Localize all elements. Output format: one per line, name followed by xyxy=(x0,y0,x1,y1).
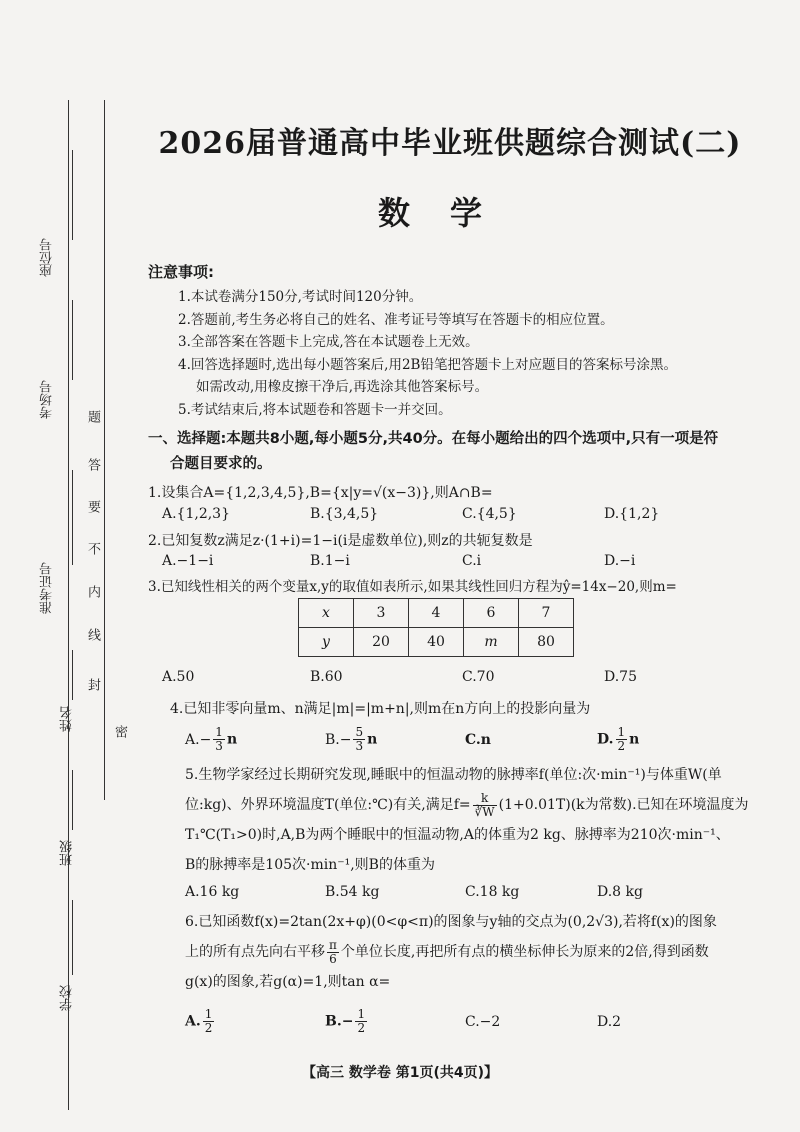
binding-line-inner xyxy=(104,100,105,800)
table-cell: 3 xyxy=(354,599,409,628)
denominator: 6 xyxy=(329,951,337,966)
denominator: ∛W xyxy=(474,804,495,819)
question-5-line xyxy=(185,790,749,820)
option-label: D. xyxy=(597,731,614,748)
table-row xyxy=(299,599,574,628)
seal-char: 不 xyxy=(85,542,100,555)
notice-item: 2.答题前,考生务必将自己的姓名、准考证号等填写在答题卡的相应位置。 xyxy=(178,311,614,328)
table-row xyxy=(299,628,574,657)
option-c: C.{4,5} xyxy=(462,506,517,522)
question-4-stem: 4.已知非零向量m、n满足|m|=|m+n|,则m在n方向上的投影向量为 xyxy=(170,701,591,717)
option-a: A.50 xyxy=(162,669,195,685)
option-b xyxy=(325,726,465,753)
notice-item: 5.考试结束后,将本试题卷和答题卡一并交回。 xyxy=(178,401,452,418)
fraction xyxy=(327,939,339,966)
name-underline xyxy=(72,650,73,700)
option-label: B. xyxy=(325,731,340,748)
option-a: A.{1,2,3} xyxy=(162,506,230,522)
school-label: 学校 xyxy=(60,985,75,1011)
option-d: D.8 kg xyxy=(597,884,643,900)
numerator: 1 xyxy=(617,725,626,739)
question-6-line: 6.已知函数f(x)=2tan(2x+φ)(0<φ<π)的图象与y轴的交点为(0,2√3),若将f(x)的图象 xyxy=(185,914,717,930)
seal-char: 题 xyxy=(85,410,100,423)
question-3-stem: 3.已知线性相关的两个变量x,y的取值如表所示,如果其线性回归方程为ŷ=14x−20,则m= xyxy=(148,579,677,595)
option-c: C.70 xyxy=(462,669,495,685)
option-b: B.1−i xyxy=(310,553,350,569)
class-underline xyxy=(72,770,73,830)
table-cell: x xyxy=(299,599,354,628)
section-heading-line: 合题目要求的。 xyxy=(170,456,272,472)
option-d: D.75 xyxy=(604,669,637,685)
denominator: 2 xyxy=(357,1021,366,1035)
seal-char: 密 xyxy=(112,725,127,738)
vector-var: n xyxy=(367,731,378,748)
table-cell: 40 xyxy=(409,628,464,657)
option-sign: − xyxy=(199,731,212,748)
question-6-line: g(x)的图象,若g(α)=1,则tan α= xyxy=(185,974,391,990)
option-c: C.i xyxy=(462,553,482,569)
option-d: D.2 xyxy=(597,1013,622,1030)
question-6 xyxy=(185,907,745,997)
option-d: D.{1,2} xyxy=(604,506,660,522)
question-2-stem: 2.已知复数z满足z·(1+i)=1−i(i是虚数单位),则z的共轭复数是 xyxy=(148,533,533,549)
denominator: 3 xyxy=(355,739,364,753)
fraction xyxy=(473,792,497,819)
option-a xyxy=(185,726,325,753)
question-5-line: T₁℃(T₁>0)时,A,B为两个睡眠中的恒温动物,A的体重为2 kg、脉搏率为210次·min⁻¹、 xyxy=(185,827,730,843)
table-cell: 80 xyxy=(519,628,574,657)
question-5-text: 位:kg)、外界环境温度T(单位:℃)有关,满足f= xyxy=(185,797,471,813)
section-heading xyxy=(148,427,748,477)
exam-title: 2026届普通高中毕业班供题综合测试(二) xyxy=(158,126,742,161)
question-4-options xyxy=(185,726,639,753)
notice-heading: 注意事项: xyxy=(148,263,214,281)
question-5-options xyxy=(185,884,643,900)
admission-underline xyxy=(72,470,73,565)
seal-char: 内 xyxy=(85,585,100,598)
vector-var: n xyxy=(226,731,238,748)
notice-list xyxy=(178,286,748,421)
denominator: 2 xyxy=(204,1021,213,1035)
page-footer: 【高三 数学卷 第1页(共4页)】 xyxy=(301,1065,499,1081)
table-cell: 4 xyxy=(409,599,464,628)
fraction xyxy=(616,726,628,753)
option-c: C.−2 xyxy=(465,1013,501,1030)
seat-underline xyxy=(72,150,73,240)
option-label: A. xyxy=(185,1013,201,1030)
option-label: C.n xyxy=(465,731,491,748)
option-sign: − xyxy=(339,731,352,748)
name-label: 姓名 xyxy=(60,706,75,732)
question-3-options xyxy=(162,669,637,685)
room-underline xyxy=(72,300,73,380)
fraction xyxy=(353,726,365,753)
notice-item: 3.全部答案在答题卡上完成,答在本试题卷上无效。 xyxy=(178,334,479,350)
question-1-options xyxy=(162,506,659,522)
fraction xyxy=(203,1008,215,1035)
table-cell: 20 xyxy=(354,628,409,657)
vector-var: n xyxy=(629,731,640,748)
question-2-options xyxy=(162,553,635,569)
question-6-text: 上的所有点先向右平移 xyxy=(185,944,325,960)
seal-char: 线 xyxy=(85,628,100,641)
numerator: 5 xyxy=(355,725,364,739)
subject-title: 数学 xyxy=(377,194,522,232)
question-5 xyxy=(185,760,749,880)
numerator: 1 xyxy=(204,1007,213,1021)
numerator: π xyxy=(329,937,337,952)
seal-char: 要 xyxy=(85,500,100,513)
class-label: 班级 xyxy=(60,840,75,866)
numerator: 1 xyxy=(357,1007,366,1021)
question-5-text: (1+0.01T)(k为常数).已知在环境温度为 xyxy=(498,797,749,813)
option-d: D.−i xyxy=(604,553,636,569)
option-label: A. xyxy=(185,731,200,748)
question-1-stem: 1.设集合A={1,2,3,4,5},B={x|y=√(x−3)},则A∩B= xyxy=(148,485,493,501)
exam-room-label: 考场号 xyxy=(40,380,55,419)
question-6-line xyxy=(185,937,745,967)
fraction xyxy=(213,726,225,753)
option-b xyxy=(325,1008,465,1035)
table-cell: y xyxy=(299,628,354,657)
table-cell: 6 xyxy=(464,599,519,628)
section-heading-line: 一、选择题:本题共8小题,每小题5分,共40分。在每小题给出的四个选项中,只有一项是符 xyxy=(148,431,719,447)
question-6-text: 个单位长度,再把所有点的横坐标伸长为原来的2倍,得到函数 xyxy=(340,944,709,960)
seal-char: 封 xyxy=(85,678,100,691)
table-cell: 7 xyxy=(519,599,574,628)
option-b: B.60 xyxy=(310,669,343,685)
option-a: A.16 kg xyxy=(185,884,240,900)
notice-item: 4.回答选择题时,选出每小题答案后,用2B铅笔把答题卡上对应题目的答案标号涂黑。 xyxy=(178,356,677,373)
question-6-options xyxy=(185,1008,621,1035)
question-5-line: 5.生物学家经过长期研究发现,睡眠中的恒温动物的脉搏率f(单位:次·min⁻¹)与体重W(单 xyxy=(185,767,722,783)
numerator: 1 xyxy=(215,725,223,739)
option-d xyxy=(597,726,639,753)
notice-item: 如需改动,用橡皮擦干净后,再选涂其他答案标号。 xyxy=(196,379,489,395)
option-b: B.54 kg xyxy=(325,884,380,900)
option-c: C.18 kg xyxy=(465,884,520,900)
option-a: A.−1−i xyxy=(162,553,214,569)
admission-number-label: 准考证号 xyxy=(40,562,55,614)
seat-number-label: 座位号 xyxy=(40,238,55,277)
school-underline xyxy=(72,900,73,975)
denominator: 3 xyxy=(215,739,223,753)
seal-char: 答 xyxy=(85,458,100,471)
option-c xyxy=(465,732,597,748)
option-label: B.− xyxy=(325,1013,354,1030)
binding-line-outer xyxy=(68,100,69,1110)
denominator: 2 xyxy=(617,739,626,753)
question-3-table xyxy=(298,598,574,657)
notice-item: 1.本试卷满分150分,考试时间120分钟。 xyxy=(178,289,423,305)
numerator: k xyxy=(473,792,497,806)
fraction xyxy=(355,1008,367,1035)
option-a xyxy=(185,1008,325,1035)
option-b: B.{3,4,5} xyxy=(310,506,379,522)
question-5-line: B的脉搏率是105次·min⁻¹,则B的体重为 xyxy=(185,857,435,873)
table-cell: m xyxy=(464,628,519,657)
